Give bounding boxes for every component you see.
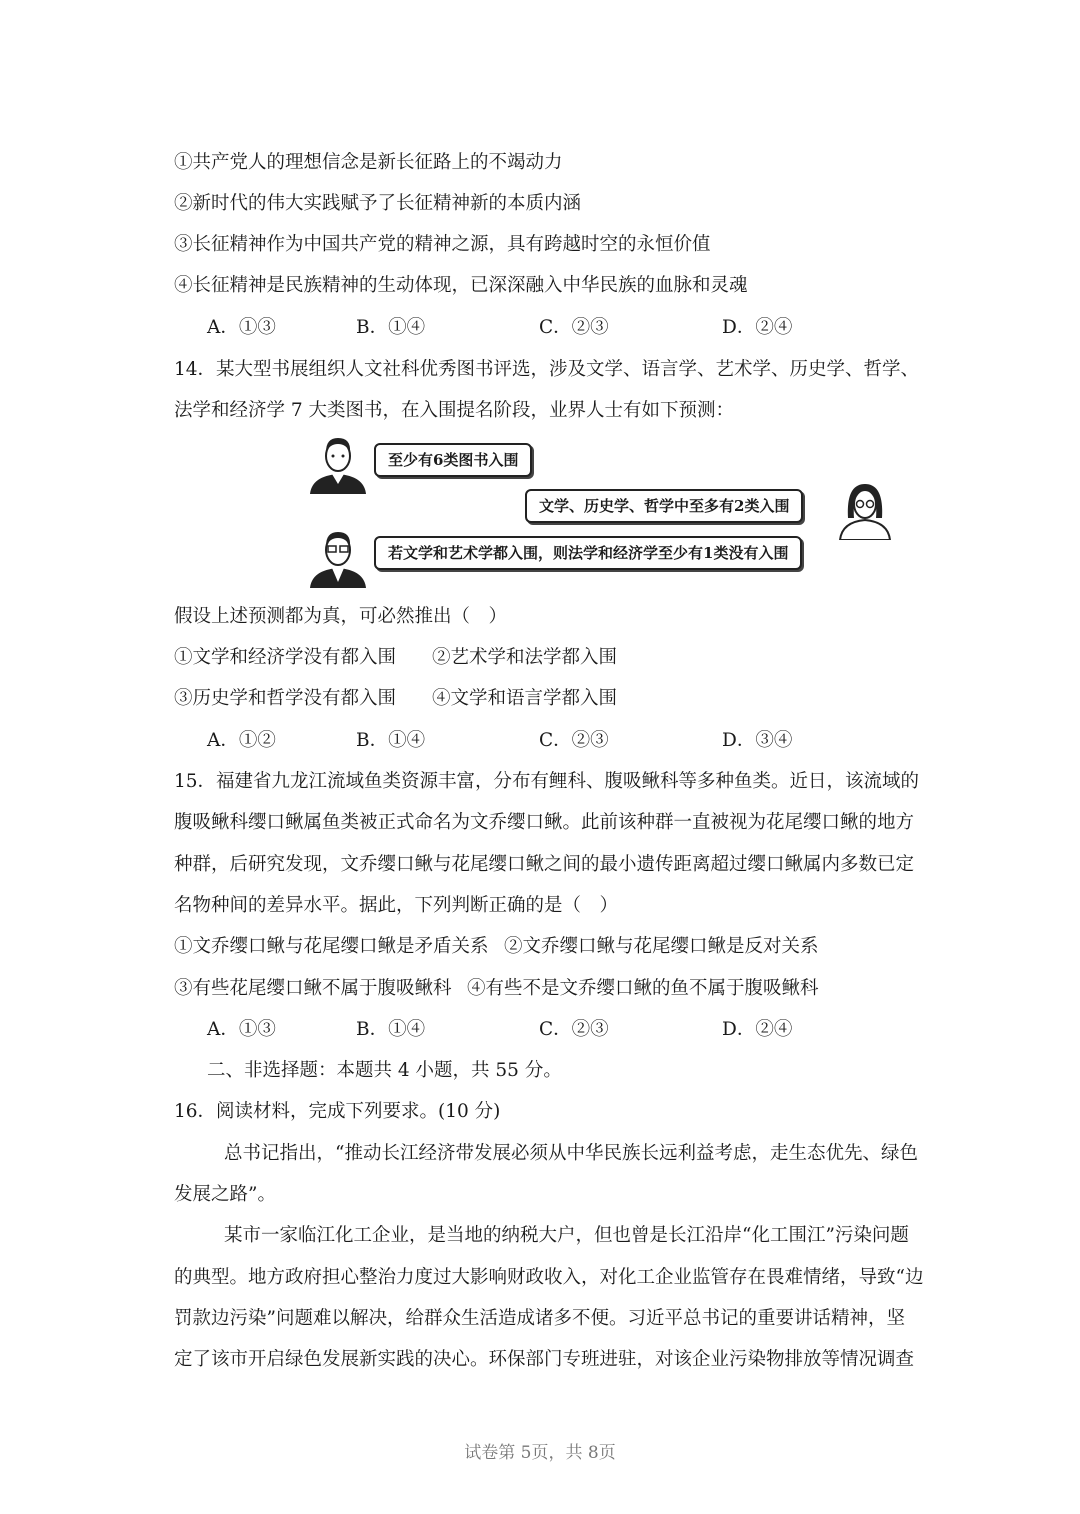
q15-stem-line-4: 名物种间的差异水平。据此，下列判断正确的是（ ） [174,895,619,916]
q16-para2-line-2: 的典型。地方政府担心整治力度过大影响财政收入，对化工企业监管存在畏难情绪，导致“边 [174,1267,924,1288]
q13-item-3: ③长征精神作为中国共产党的精神之源，具有跨越时空的永恒价值 [174,234,711,255]
speech-bubble-1: 至少有6类图书入围 [374,443,532,477]
q14-option-c: C．②③ [539,730,609,751]
q15-option-c: C．②③ [539,1019,609,1040]
q16-title: 16．阅读材料，完成下列要求。(10 分) [174,1101,501,1122]
q14-question: 假设上述预测都为真，可必然推出（ ） [174,606,508,627]
q14-option-a: A．①② [207,730,276,751]
q16-para2-line-1: 某市一家临江化工企业，是当地的纳税大户，但也曾是长江沿岸“化工围江”污染问题 [224,1225,909,1246]
q16-para1-line-2: 发展之路”。 [174,1184,276,1205]
q13-option-b: B．①④ [356,317,426,338]
q13-item-2: ②新时代的伟大实践赋予了长征精神新的本质内涵 [174,193,582,214]
man-avatar-icon [306,432,370,494]
q14-option-d: D．③④ [722,730,793,751]
q13-item-1: ①共产党人的理想信念是新长征路上的不竭动力 [174,152,563,173]
q15-option-b: B．①④ [356,1019,426,1040]
q14-stem-line-1: 14．某大型书展组织人文社科优秀图书评选，涉及文学、语言学、艺术学、历史学、哲学、 [174,359,920,380]
q15-stem-line-2: 腹吸鳅科缨口鳅属鱼类被正式命名为文乔缨口鳅。此前该种群一直被视为花尾缨口鳅的地方 [174,812,915,833]
q14-item-2: ②艺术学和法学都入围 [432,647,618,668]
q15-stem-line-1: 15．福建省九龙江流域鱼类资源丰富，分布有鲤科、腹吸鳅科等多种鱼类。近日，该流域的 [174,771,920,792]
q13-option-c: C．②③ [539,317,609,338]
q14-item-4: ④文学和语言学都入围 [432,688,618,709]
speech-bubble-2: 文学、历史学、哲学中至多有2类入围 [525,489,803,523]
q15-item-3: ③有些花尾缨口鳅不属于腹吸鳅科 [174,978,452,999]
q15-stem-line-3: 种群，后研究发现，文乔缨口鳅与花尾缨口鳅之间的最小遗传距离超过缨口鳅属内多数已定 [174,854,915,875]
q15-item-4: ④有些不是文乔缨口鳅的鱼不属于腹吸鳅科 [467,978,819,999]
woman-avatar-icon [834,478,896,540]
speech-bubble-3: 若文学和艺术学都入围，则法学和经济学至少有1类没有入围 [374,536,802,570]
q16-para2-line-3: 罚款边污染”问题难以解决，给群众生活造成诸多不便。习近平总书记的重要讲话精神，坚 [174,1308,905,1329]
q16-para2-line-4: 定了该市开启绿色发展新实践的决心。环保部门专班进驻，对该企业污染物排放等情况调查 [174,1349,915,1370]
page-footer: 试卷第 5页，共 8页 [464,1443,616,1463]
q14-item-1: ①文学和经济学没有都入围 [174,647,397,668]
q15-option-d: D．②④ [722,1019,793,1040]
q14-item-3: ③历史学和哲学没有都入围 [174,688,397,709]
man-with-glasses-avatar-icon [306,526,370,588]
section-heading: 二、非选择题：本题共 4 小题，共 55 分。 [207,1060,562,1081]
q14-stem-line-2: 法学和经济学 7 大类图书，在入围提名阶段，业界人士有如下预测： [174,400,735,421]
q13-option-d: D．②④ [722,317,793,338]
q15-item-1: ①文乔缨口鳅与花尾缨口鳅是矛盾关系 [174,936,489,957]
q14-option-b: B．①④ [356,730,426,751]
q15-item-2: ②文乔缨口鳅与花尾缨口鳅是反对关系 [504,936,819,957]
q15-option-a: A．①③ [207,1019,276,1040]
q16-para1-line-1: 总书记指出，“推动长江经济带发展必须从中华民族长远利益考虑，走生态优先、绿色 [224,1143,918,1164]
q13-item-4: ④长征精神是民族精神的生动体现，已深深融入中华民族的血脉和灵魂 [174,275,748,296]
q13-option-a: A．①③ [207,317,276,338]
